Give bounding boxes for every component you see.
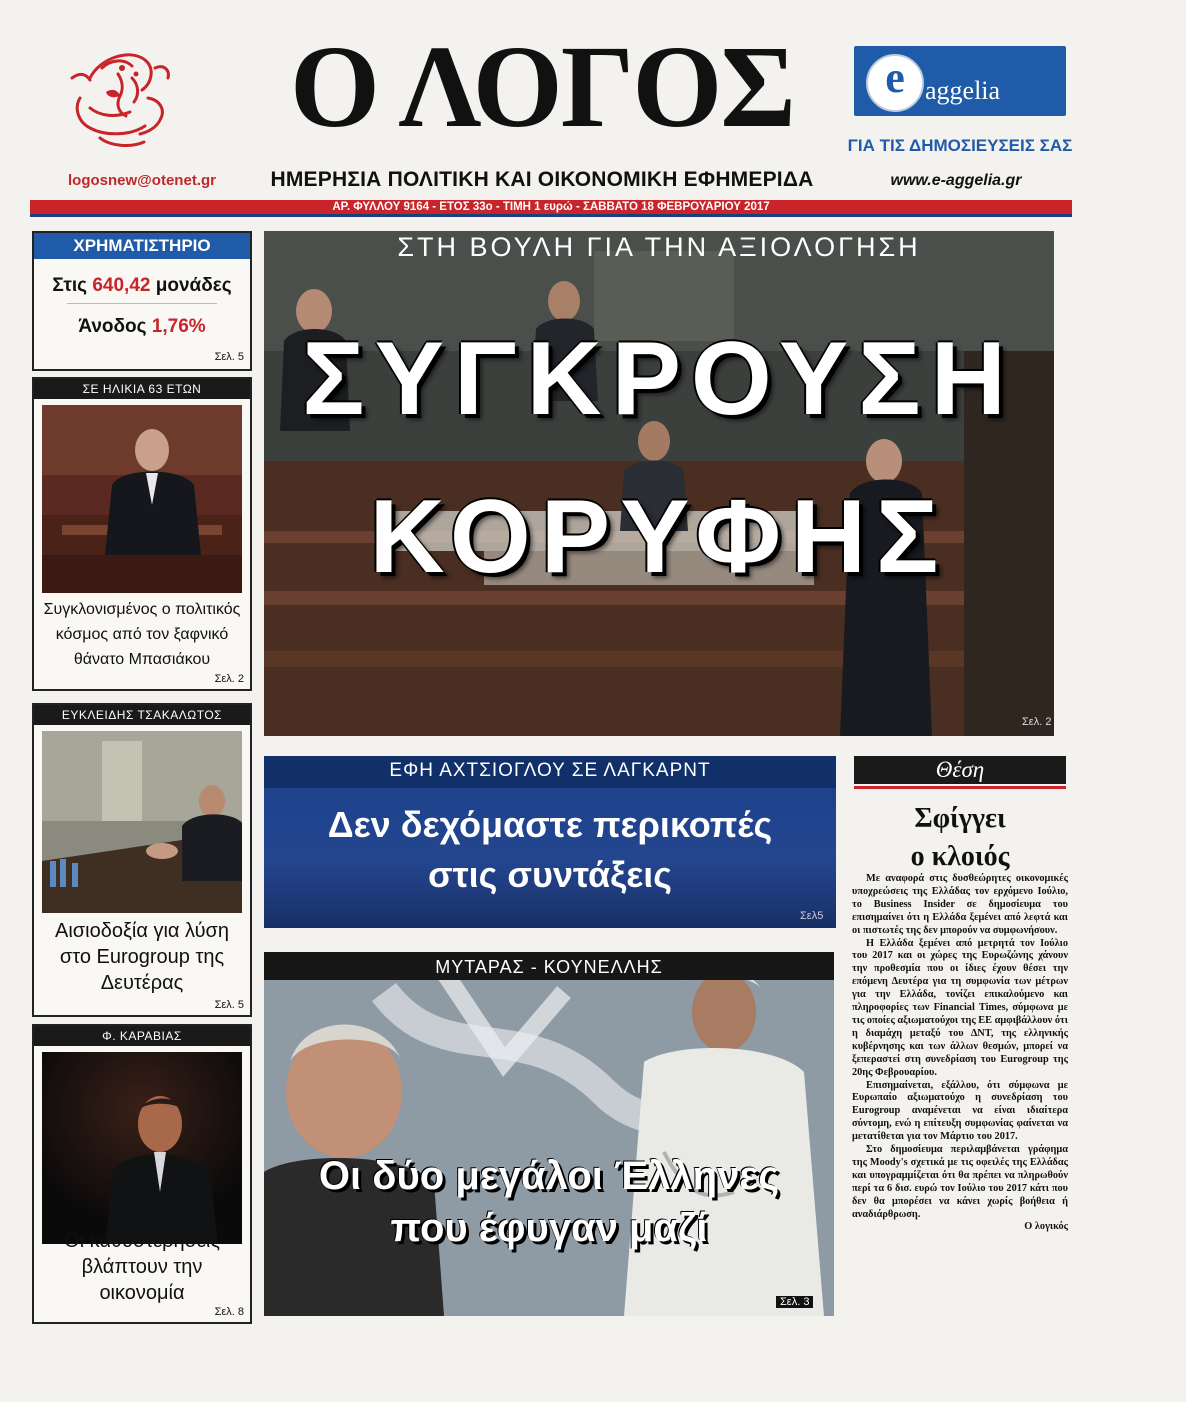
eaggelia-logo-letter: e (885, 53, 905, 102)
opinion-paragraph-3: Επισημαίνεται, εξάλλου, ότι σύμφωνα με Ευρωπαίο αξιωματούχο η συνεδρίαση του Eurogroup αναμένεται να είναι ιδιαίτερα σύντομη, ενώ η επίτευξη συμφωνίας φαίνεται να μετατίθεται για τον Μάρτιο του 2017. (852, 1079, 1068, 1143)
story-caption (38, 1228, 246, 1306)
caption-line-2: κόσμος από τον ξαφνικό (55, 626, 229, 643)
opinion-paragraph-4: Στο δημοσίευμα περιλαμβάνεται γράφημα της Moody's σχετικά με τις οφειλές της Ελλάδας και υπογραμμίζεται ότι θα πρέπει να πληρωθούν περί τα 6 δισ. ευρώ τον Ιούλιο του 2017 κάτι που δεν θα μπορέσει να κάνει χωρίς βοήθεια ή αναδιάρθρωση. (852, 1144, 1068, 1220)
page-reference: Σελ5 (800, 910, 824, 922)
caption-line-1: Συγκλονισμένος ο πολιτικός (43, 601, 241, 618)
lead-headline-line-1[interactable]: ΣΥΓΚΡΟΥΣΗ (302, 321, 1016, 437)
story-kicker: Φ. ΚΑΡΑΒΙΑΣ (34, 1026, 250, 1046)
opinion-signature: Ο λογικός (1024, 1221, 1068, 1233)
page-reference: Σελ. 8 (214, 1306, 244, 1318)
parliament-speaker-photo (42, 405, 242, 593)
story-headline (264, 800, 836, 900)
caption-line-1: Οι καθυστερήσεις (64, 1230, 220, 1252)
opinion-red-rule (854, 786, 1066, 789)
stock-index-prefix: Στις (52, 275, 88, 296)
eaggelia-ad-url[interactable]: www.e-aggelia.gr (890, 172, 1022, 189)
meeting-table-photo (42, 731, 242, 913)
caption-line-3: οικονομία (99, 1282, 185, 1304)
newspaper-logo-illustration (60, 38, 180, 158)
story-headline (264, 1150, 834, 1254)
page-reference: Σελ. 5 (214, 999, 244, 1011)
headline-line-2: που έφυγαν μαζί (390, 1206, 708, 1250)
opinion-paragraph-1: Με αναφορά στις δυσθεώρητες οικονομικές υποχρεώσεις της Ελλάδας τον ερχόμενο Ιούλιο, το Business Insider σε δημοσίευμα του επισημαίνει ότι η Ελλάδα ξεμένει από λεφτά και οι πιστωτές της δεν μπορούν να συμφωνήσουν. (852, 873, 1068, 936)
opinion-headline[interactable] (854, 800, 1066, 876)
stock-market-box[interactable] (32, 231, 252, 371)
opinion-label: Θέση (935, 757, 985, 782)
stock-change-value: 1,76% (151, 316, 206, 337)
opinion-paragraph-2: Η Ελλάδα ξεμένει από μετρητά τον Ιούλιο του 2017 και οι χώρες της Ευρωζώνης χάνουν την προθεσμία που οι ίδιες έχουν θέσει την επόμενη Δευτέρα για τη συμφωνία των μέτρων για την Ελλάδα, τονίζει επικαλούμενο και πληροφορίες των Financial Times, σύμφωνα με τις οποίες αξιωματούχοι της ΕΕ αμφιβάλλουν ότι η διαμάχη μεταξύ του ΔΝΤ, της ελληνικής κυβέρνησης και των άλλων θεσμών, μπορεί να ξεπεραστεί στη συνεδρίαση του Eurogroup της 20ης Φεβρουαρίου. (852, 937, 1068, 1078)
opinion-article-body (852, 873, 1068, 1234)
lead-headline-line-2[interactable]: ΚΟΡΥΦΗΣ (369, 479, 949, 595)
newspaper-masthead: Ο ΛΟΓΟΣ (289, 21, 794, 152)
page-reference: Σελ. 2 (1022, 716, 1052, 728)
contact-email: logosnew@otenet.gr (68, 172, 216, 189)
story-kicker: ΜΥΤΑΡΑΣ - ΚΟΥΝΕΛΛΗΣ (264, 952, 834, 980)
stock-index-suffix: μονάδες (155, 275, 232, 296)
issue-info-line: ΑΡ. ΦΥΛΛΟΥ 9164 - ΕΤΟΣ 33ο - ΤΙΜΗ 1 ευρώ - ΣΑΒΒΑΤΟ 18 ΦΕΒΡΟΥΑΡΙΟΥ 2017 (332, 201, 770, 213)
mytaras-kounellis-photo[interactable] (264, 952, 834, 1316)
story-box-karavias[interactable] (32, 1024, 252, 1324)
eaggelia-logo-word: aggelia (925, 76, 1001, 105)
story-kicker: ΣΕ ΗΛΙΚΙΑ 63 ΕΤΩΝ (34, 379, 250, 399)
page-reference: Σελ. 3 (776, 1296, 813, 1308)
caption-line-1: Αισιοδοξία για λύση (55, 920, 229, 942)
story-kicker: ΕΦΗ ΑΧΤΣΙΟΓΛΟΥ ΣΕ ΛΑΓΚΑΡΝΤ (389, 760, 711, 781)
stock-divider (67, 303, 217, 304)
eaggelia-ad-text: ΓΙΑ ΤΙΣ ΔΗΜΟΣΙΕΥΣΕΙΣ ΣΑΣ (847, 136, 1073, 155)
story-box-bassiakos[interactable] (32, 377, 252, 691)
headline-line-1: Σφίγγει (914, 803, 1006, 834)
story-caption (38, 597, 246, 672)
stock-market-title: ΧΡΗΜΑΤΙΣΤΗΡΙΟ (34, 233, 250, 259)
headline-line-1: Δεν δεχόμαστε περικοπές (327, 804, 773, 845)
stock-change-prefix: Άνοδος (78, 316, 147, 337)
caption-line-3: θάνατο Μπασιάκου (73, 651, 211, 668)
headline-line-1: Οι δύο μεγάλοι Έλληνες (318, 1154, 780, 1198)
stock-index-value: 640,42 (92, 275, 151, 296)
story-box-tsakalotos[interactable] (32, 703, 252, 1017)
karavias-portrait-photo (42, 1052, 242, 1244)
story-caption (38, 918, 246, 996)
stock-index-line (34, 275, 250, 297)
stock-change-line (34, 316, 250, 338)
caption-line-3: Δευτέρας (100, 972, 184, 994)
caption-line-2: στο Eurogroup της (59, 946, 225, 968)
story-kicker: ΕΥΚΛΕΙΔΗΣ ΤΣΑΚΑΛΩΤΟΣ (34, 705, 250, 725)
headline-line-2: στις συντάξεις (427, 854, 673, 895)
masthead-subtitle: ΗΜΕΡΗΣΙΑ ΠΟΛΙΤΙΚΗ ΚΑΙ ΟΙΚΟΝΟΜΙΚΗ ΕΦΗΜΕΡΙΔΑ (270, 168, 814, 191)
page-reference: Σελ. 5 (214, 351, 244, 363)
lead-kicker: ΣΤΗ ΒΟΥΛΗ ΓΙΑ ΤΗΝ ΑΞΙΟΛΟΓΗΣΗ (397, 232, 921, 262)
page-reference: Σελ. 2 (214, 673, 244, 685)
caption-line-2: βλάπτουν την (81, 1256, 203, 1278)
headline-line-2: ο κλοιός (910, 841, 1010, 872)
